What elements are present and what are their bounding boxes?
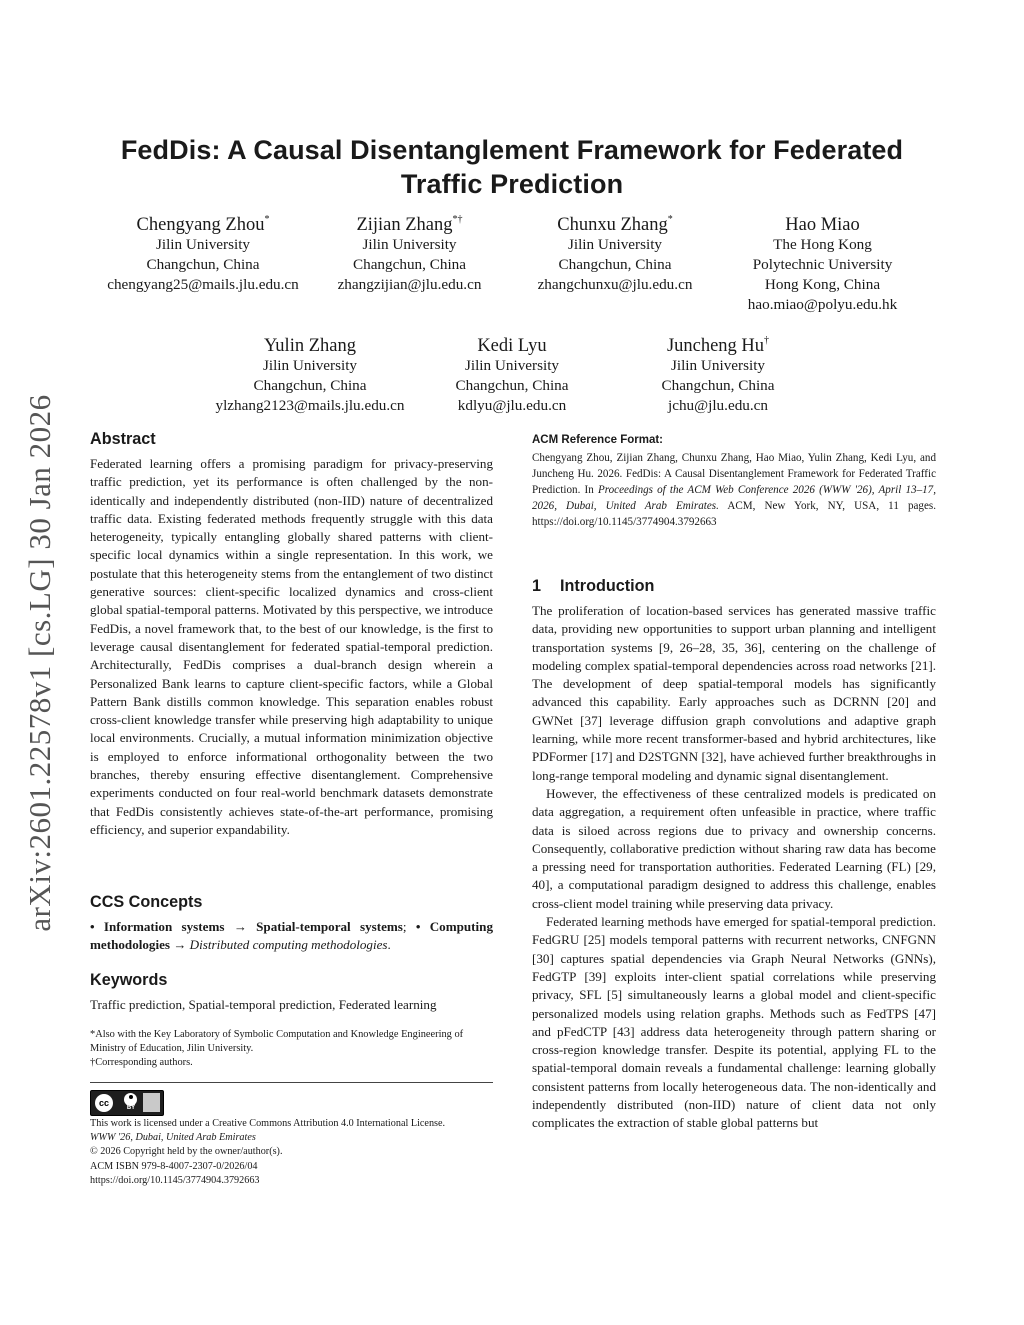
ccs-term-1: Spatial-temporal systems: [256, 919, 403, 934]
intro-paragraph-1: The proliferation of location-based services has generated massive traffic data, providing new opportunities to support urban planning and intelligent transportation systems [9, 26–28, 35, 36], centering on the challenge of modeling complex spatial-temporal dependencies across road networks [21]. The development of deep spatial-temporal models has significantly advanced this capability. Early approaches such as DCRNN [20] and GWNet [37] leverage diffusion graph convolutions and adaptive graph learning, while more recent transformer-based and hybrid architectures, like PDFormer [17] and D2STGNN [32], have achieved further breakthroughs in long-range temporal modeling and dynamic signal disentanglement.: [532, 603, 936, 783]
author-name: Hao Miao: [785, 215, 860, 235]
ccs-end: .: [387, 937, 391, 953]
author-name: Chunxu Zhang: [557, 215, 668, 235]
cc-icon: cc: [95, 1094, 113, 1112]
author-email[interactable]: chengyang25@mails.jlu.edu.cn: [107, 276, 299, 293]
ccs-section: [90, 892, 493, 955]
ccs-bullet-2: • Computing methodologies: [90, 919, 494, 953]
copyright-line: © 2026 Copyright held by the owner/author(s).: [90, 1146, 283, 1158]
author-affiliation: Jilin University: [262, 357, 358, 374]
keywords-heading: Keywords: [90, 971, 168, 989]
author-block: [210, 334, 410, 416]
author-mark: †: [764, 335, 770, 346]
author-email[interactable]: zhangzijian@jlu.edu.cn: [337, 276, 482, 293]
section-title: Introduction: [560, 577, 655, 595]
author-mark: *: [264, 214, 270, 225]
doi-link[interactable]: https://doi.org/10.1145/3774904.3792663: [90, 1174, 260, 1186]
author-email[interactable]: jchu@jlu.edu.cn: [667, 397, 769, 414]
by-label: BY: [126, 1105, 136, 1111]
ccs-bullet-1: • Information systems: [90, 919, 225, 934]
author-block: [100, 213, 306, 295]
author-location: Hong Kong, China: [764, 276, 881, 293]
ccs-text: [90, 918, 493, 955]
author-affiliation-line2: Polytechnic University: [752, 256, 893, 273]
arxiv-stamp: arXiv:2601.22578v1 [cs.LG] 30 Jan 2026: [22, 394, 57, 932]
isbn-line: ACM ISBN 979-8-4007-2307-0/2026/04: [90, 1160, 258, 1172]
footnote-affiliation: *Also with the Key Laboratory of Symbolic Computation and Knowledge Engineering of Ministry of Education, Jilin University.: [90, 1029, 464, 1055]
author-name: Kedi Lyu: [477, 336, 547, 356]
author-name: Juncheng Hu: [666, 336, 765, 356]
cc-by-badge[interactable]: [90, 1090, 164, 1116]
acm-ref-plain: Chengyang Zhou, Zijian Zhang, Chunxu Zhang, Hao Miao, Yulin Zhang, Kedi Lyu, and Juncheng Hu. 2026. FedDis: A Causal Disentanglement Framework for Federated Traffic Prediction. In: [532, 452, 936, 496]
ccs-separator: ;: [402, 919, 407, 934]
ccs-arrow: →: [233, 919, 247, 934]
author-block: [520, 213, 710, 295]
acm-ref-text: [532, 451, 936, 531]
license-line: This work is licensed under a Creative Commons Attribution 4.0 International License.: [90, 1118, 446, 1129]
license-block: [90, 1117, 500, 1188]
author-location: Changchun, China: [455, 377, 569, 394]
intro-paragraph-3: Federated learning methods have emerged for spatial-temporal prediction. FedGRU [25] models temporal patterns with recurrent networks, CNFGNN [30] captures spatial dependencies via Graph Neural Networks (GNNs), FedGTP [39] exploits inter-client spatial correlations while preserving privacy, SFL [5] simultaneously learns a global model and client-specific personalized models using relation graphs. Methods such as FedTPS [47] and pFedCTP [43] address data heterogeneity through pattern sharing or cross-region knowledge transfer. Despite its potential, applying FL to the spatial-temporal domain reveals a fundamental challenge: learning globally consistent patterns from locally heterogeneous data. The non-identically and independently distributed (non-IID) nature of client data not only complicates the extraction of stable global patterns but: [532, 914, 936, 1131]
author-affiliation: Jilin University: [155, 236, 251, 253]
ccs-arrow: →: [173, 937, 187, 953]
author-affiliation: Jilin University: [464, 357, 560, 374]
author-location: Changchun, China: [661, 377, 775, 394]
author-name: Yulin Zhang: [264, 336, 356, 356]
author-block: [725, 213, 920, 315]
acm-ref-tail: ACM, New York, NY, USA, 11 pages. https://doi.org/10.1145/3774904.3792663: [532, 499, 936, 528]
abstract-text: Federated learning offers a promising paradigm for privacy-preserving traffic prediction, yet its performance is often challenged by the non-identically and independently distributed (non-IID) nature of decentralized traffic data. Existing federated methods frequently struggle with this data heterogeneity, typically entangling globally shared patterns with client-specific local dynamics within a single representation. In this work, we postulate that this heterogeneity stems from the entanglement of two distinct generative sources: client-specific localized dynamics and cross-client global spatial-temporal patterns. Motivated by this perspective, we introduce FedDis, a novel framework that, to the best of our knowledge, is the first to leverage causal disentanglement for federated spatial-temporal prediction. Architecturally, FedDis comprises a dual-branch design wherein a Personalized Bank learns to capture client-specific factors, while a Global Pattern Bank distills common knowledge. This separation enables robust cross-client knowledge transfer while preserving high adaptability to unique local environments. Crucially, a mutual information minimization objective is employed to enforce informational orthogonality between the two branches, thereby ensuring effective disentanglement. Comprehensive experiments conducted on four real-world benchmark datasets demonstrate that FedDis consistently achieves state-of-the-art performance, promising efficiency, and superior expandability.: [90, 456, 493, 837]
author-email[interactable]: hao.miao@polyu.edu.hk: [747, 296, 898, 313]
venue-line: WWW '26, Dubai, United Arab Emirates: [90, 1132, 256, 1144]
author-email[interactable]: kdlyu@jlu.edu.cn: [457, 397, 567, 414]
introduction-section: [532, 576, 936, 1133]
author-mark: *†: [452, 214, 463, 225]
paper-title: FedDis: A Causal Disentanglement Framework for Federated Traffic Prediction: [120, 135, 904, 199]
abstract-section: [90, 429, 493, 839]
keywords-section: [90, 970, 493, 1014]
acm-ref-heading: ACM Reference Format:: [532, 434, 663, 446]
author-affiliation: Jilin University: [670, 357, 766, 374]
abstract-heading: Abstract: [90, 430, 156, 448]
footnote-rule: [90, 1082, 493, 1083]
author-email[interactable]: zhangchunxu@jlu.edu.cn: [537, 276, 693, 293]
author-name: Zijian Zhang: [356, 215, 453, 235]
author-affiliation: Jilin University: [362, 236, 457, 253]
acm-reference: [532, 433, 936, 531]
intro-heading: [532, 576, 936, 596]
author-mark: *: [667, 214, 673, 225]
ccs-term-2: Distributed computing methodologies: [189, 937, 388, 953]
author-location: Changchun, China: [253, 377, 367, 394]
author-email[interactable]: ylzhang2123@mails.jlu.edu.cn: [215, 397, 405, 414]
keywords-text: Traffic prediction, Spatial-temporal prediction, Federated learning: [90, 997, 437, 1012]
section-number: 1: [532, 577, 542, 595]
author-block: [432, 334, 592, 416]
author-block: [638, 334, 798, 416]
author-affiliation: The Hong Kong: [773, 236, 872, 253]
footnotes: [90, 1028, 493, 1070]
ccs-heading: CCS Concepts: [90, 893, 203, 911]
author-name: Chengyang Zhou: [136, 215, 265, 235]
acm-ref-proceedings: Proceedings of the ACM Web Conference 2026 (WWW '26), April 13–17, 2026, Dubai, United Arab Emirates.: [532, 483, 936, 512]
author-location: Changchun, China: [352, 256, 467, 273]
intro-paragraph-2: However, the effectiveness of these centralized models is predicated on data aggregation, a requirement often unfeasible in practice, where traffic data is siloed across regions due to privacy and ownership concerns. Consequently, collaborative prediction without sharing raw data has become a pressing need for transportation authorities. Federated Learning (FL) [29, 40], a computational paradigm designed to address this challenge, enables cross-client model training while preserving data privacy.: [532, 785, 936, 911]
footnote-corresponding: †Corresponding authors.: [90, 1057, 193, 1069]
author-location: Changchun, China: [146, 256, 260, 273]
author-location: Changchun, China: [558, 256, 672, 273]
author-affiliation: Jilin University: [567, 236, 663, 253]
author-block: [318, 213, 501, 295]
